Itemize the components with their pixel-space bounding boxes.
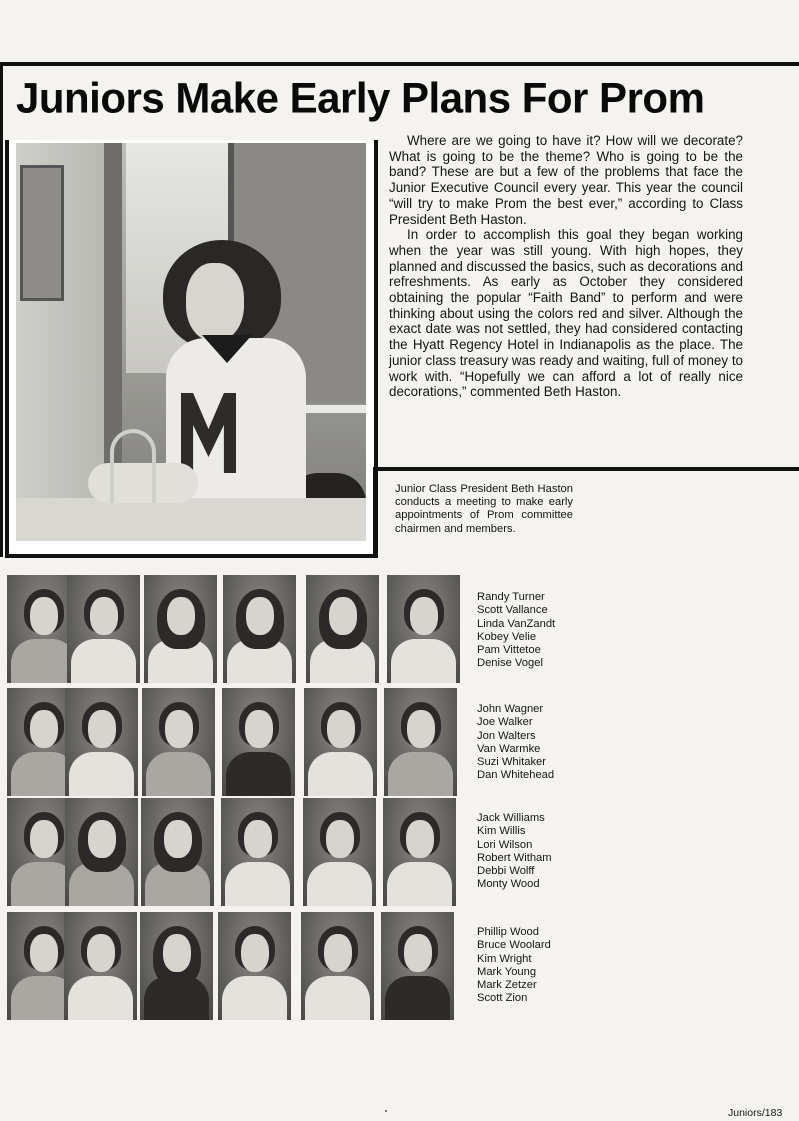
student-name: Pam Vittetoe: [477, 644, 541, 657]
article-paragraph: In order to accomplish this goal they began working when the year was still young. With high hopes, they planned and discussed the basics, such as decorations and refreshments. As early as October they considered obtaining the popular “Faith Band” to perform and were thinking about using the colors red and silver. Although the exact date was not settled, they had considered contacting the Hyatt Regency Hotel in Indianapolis as the place. The junior class treasury was ready and waiting, full of money to work with. “Hopefully we can afford a lot of really nice decorations,” commented Beth Haston.: [389, 227, 743, 400]
student-name: Monty Wood: [477, 878, 540, 891]
student-portrait: [222, 688, 295, 796]
portrait-row: [7, 575, 462, 685]
page-headline: Juniors Make Early Plans For Prom: [16, 73, 705, 122]
student-name: Joe Walker: [477, 716, 533, 729]
student-name: Robert Witham: [477, 851, 552, 864]
student-name: Mark Zetzer: [477, 979, 537, 992]
student-name: Jack Williams: [477, 812, 545, 824]
student-portrait: [65, 798, 138, 906]
print-speck: [385, 1110, 387, 1112]
student-name: Bruce Woolard: [477, 939, 551, 952]
top-rule: [0, 62, 799, 66]
student-name: Debbi Wolff: [477, 865, 535, 878]
caption-rule-left: [373, 467, 377, 558]
left-rule: [0, 62, 3, 557]
student-portrait: [304, 688, 377, 796]
page-folio: Juniors/183: [728, 1107, 783, 1119]
student-name: Kim Willis: [477, 825, 526, 838]
student-name: Kobey Velie: [477, 630, 537, 643]
student-portrait: [142, 688, 215, 796]
name-list: [477, 591, 587, 671]
name-list: [477, 812, 587, 892]
student-name: Randy Turner: [477, 591, 545, 603]
student-name: Linda VanZandt: [477, 617, 556, 630]
student-portrait: [67, 575, 140, 683]
student-name: Suzi Whitaker: [477, 756, 547, 769]
article-body: [389, 133, 743, 400]
name-list: [477, 926, 587, 1006]
name-list: [477, 703, 587, 783]
caption-rule: [373, 467, 799, 471]
student-portrait: [65, 688, 138, 796]
article-paragraph: Where are we going to have it? How will we decorate? What is going to be the theme? Who is going to be the band? These are but a few of the problems that face the Junior Executive Council every year. This year the council “will try to make Prom the best ever,” according to Class President Beth Haston.: [389, 133, 743, 227]
student-portrait: [221, 798, 294, 906]
photo-wall-picture: [20, 165, 64, 301]
student-portrait: [384, 688, 457, 796]
student-name: Mark Young: [477, 965, 537, 978]
student-portrait: [141, 798, 214, 906]
portrait-row: [7, 912, 462, 1022]
student-portrait: [303, 798, 376, 906]
student-name: Van Warmke: [477, 742, 541, 755]
portrait-row: [7, 688, 462, 798]
student-name: John Wagner: [477, 703, 544, 715]
student-portrait: [306, 575, 379, 683]
photo-desk: [16, 498, 366, 541]
student-portrait: [387, 575, 460, 683]
student-name: Dan Whitehead: [477, 769, 555, 782]
portrait-row: [7, 798, 462, 908]
student-portrait: [223, 575, 296, 683]
photo-microphone: [110, 429, 156, 503]
student-portrait: [64, 912, 137, 1020]
student-portrait: [383, 798, 456, 906]
student-portrait: [144, 575, 217, 683]
feature-photo: [16, 143, 366, 541]
student-name: Scott Zion: [477, 992, 528, 1005]
student-portrait: [381, 912, 454, 1020]
photo-caption: Junior Class President Beth Haston conducts a meeting to make early appointments of Prom committee chairmen and members.: [395, 483, 573, 535]
student-name: Lori Wilson: [477, 838, 533, 851]
portrait-grid: [7, 575, 462, 1025]
student-name: Kim Wright: [477, 952, 532, 965]
student-name: Denise Vogel: [477, 657, 543, 670]
student-name: Jon Walters: [477, 729, 536, 742]
student-name: Phillip Wood: [477, 926, 539, 938]
student-portrait: [301, 912, 374, 1020]
student-portrait: [218, 912, 291, 1020]
student-name: Scott Vallance: [477, 604, 548, 617]
student-portrait: [140, 912, 213, 1020]
photo-subject-face: [186, 263, 244, 341]
